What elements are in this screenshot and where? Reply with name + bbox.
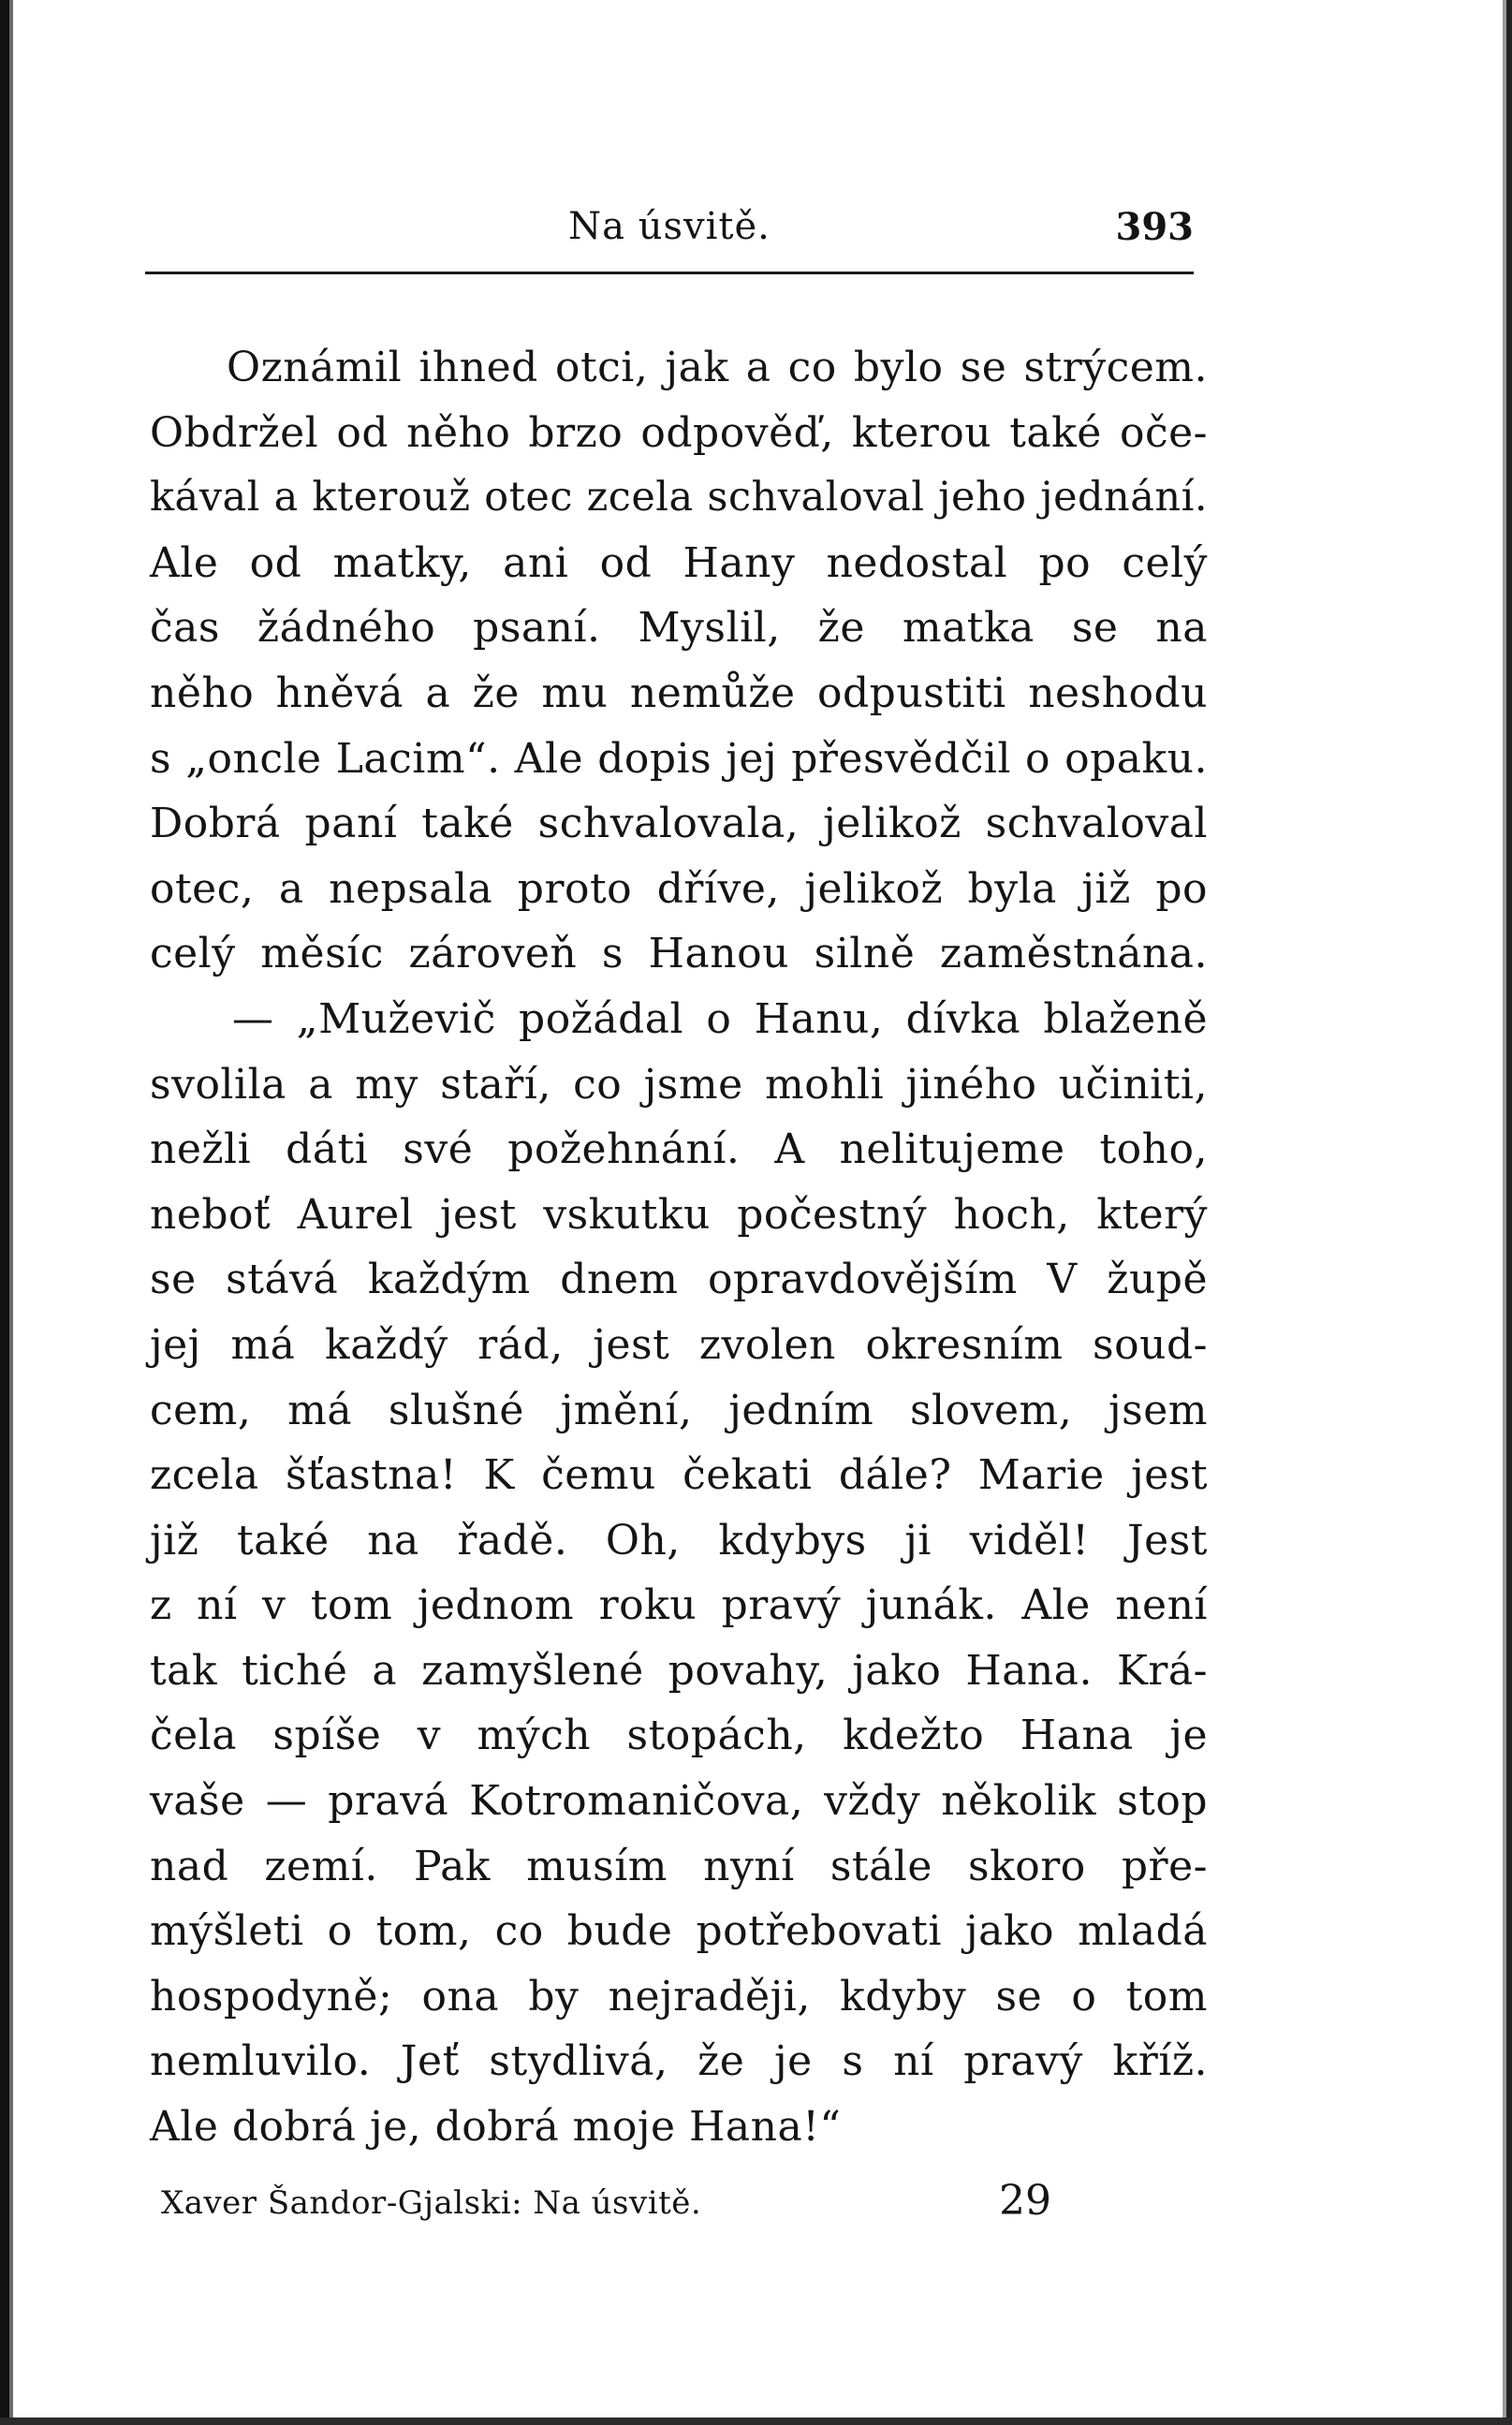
text-line: nemluvilo. Jeť stydlivá, že je s ní pravý kříž. — [150, 2037, 1208, 2086]
text-line: se stává každým dnem opravdovějším V župě — [150, 1256, 1208, 1304]
scan-left-shadow — [9, 0, 13, 2425]
signature-mark: 29 — [999, 2177, 1051, 2225]
running-header — [145, 201, 1194, 257]
text-line: již také na řadě. Oh, kdybys ji viděl! Jest — [150, 1516, 1208, 1565]
text-line: něho hněvá a že mu nemůže odpustiti neshodu — [150, 669, 1208, 717]
text-line: nežli dáti své požehnání. A nelitujeme toho, — [150, 1125, 1208, 1174]
page-footer — [161, 2177, 1097, 2233]
text-line: — „Muževič požádal o Hanu, dívka blaženě — [232, 994, 1208, 1043]
text-line: mýšleti o tom, co bude potřebovati jako mladá — [150, 1907, 1208, 1956]
text-line: čela spíše v mých stopách, kdežto Hana je — [150, 1712, 1208, 1760]
text-line: tak tiché a zamyšlené povahy, jako Hana. Krá- — [150, 1646, 1208, 1695]
text-line: Dobrá paní také schvalovala, jelikož schvaloval — [150, 800, 1208, 848]
scan-bottom-edge — [0, 2418, 1512, 2425]
text-line: jej má každý rád, jest zvolen okresním soud- — [150, 1320, 1208, 1369]
page-number: 393 — [1115, 205, 1194, 249]
text-line: čas žádného psaní. Myslil, že matka se na — [150, 604, 1208, 653]
text-line: z ní v tom jednom roku pravý junák. Ale není — [150, 1581, 1208, 1630]
text-line: s „oncle Lacim“. Ale dopis jej přesvědčil o opaku. — [150, 734, 1208, 783]
text-line: otec, a nepsala proto dříve, jelikož byla již po — [150, 864, 1208, 913]
text-line: kával a kterouž otec zcela schvaloval jeho jednání. — [150, 474, 1208, 522]
text-line: celý měsíc zároveň s Hanou silně zaměstnána. — [150, 930, 1208, 978]
scan-left-edge — [0, 0, 9, 2425]
text-line: vaše — pravá Kotromaničova, vždy několik stop — [150, 1777, 1208, 1826]
text-line: svolila a my staří, co jsme mohli jiného učiniti, — [150, 1060, 1208, 1109]
text-line: Ale dobrá je, dobrá moje Hana!“ — [150, 2103, 842, 2152]
scan-right-edge — [1506, 0, 1512, 2425]
text-line: nad zemí. Pak musím nyní stále skoro pře- — [150, 1842, 1208, 1890]
text-line: neboť Aurel jest vskutku počestný hoch, který — [150, 1190, 1208, 1239]
text-line: Oznámil ihned otci, jak a co bylo se strýcem. — [227, 344, 1208, 391]
text-line: hospodyně; ona by nejraději, kdyby se o tom — [150, 1972, 1208, 2021]
text-line: cem, má slušné jmění, jedním slovem, jsem — [150, 1386, 1208, 1434]
text-line: Obdržel od něho brzo odpověď, kterou také oče- — [150, 408, 1208, 457]
page-body — [150, 335, 1208, 2160]
running-title: Na úsvitě. — [568, 205, 771, 248]
text-line: Ale od matky, ani od Hany nedostal po celý — [150, 538, 1208, 587]
footer-credit: Xaver Šandor-Gjalski: Na úsvitě. — [161, 2184, 702, 2222]
scan-right-shadow — [1503, 0, 1506, 2425]
header-rule — [145, 272, 1194, 274]
text-line: zcela šťastna! K čemu čekati dále? Marie jest — [150, 1451, 1208, 1500]
